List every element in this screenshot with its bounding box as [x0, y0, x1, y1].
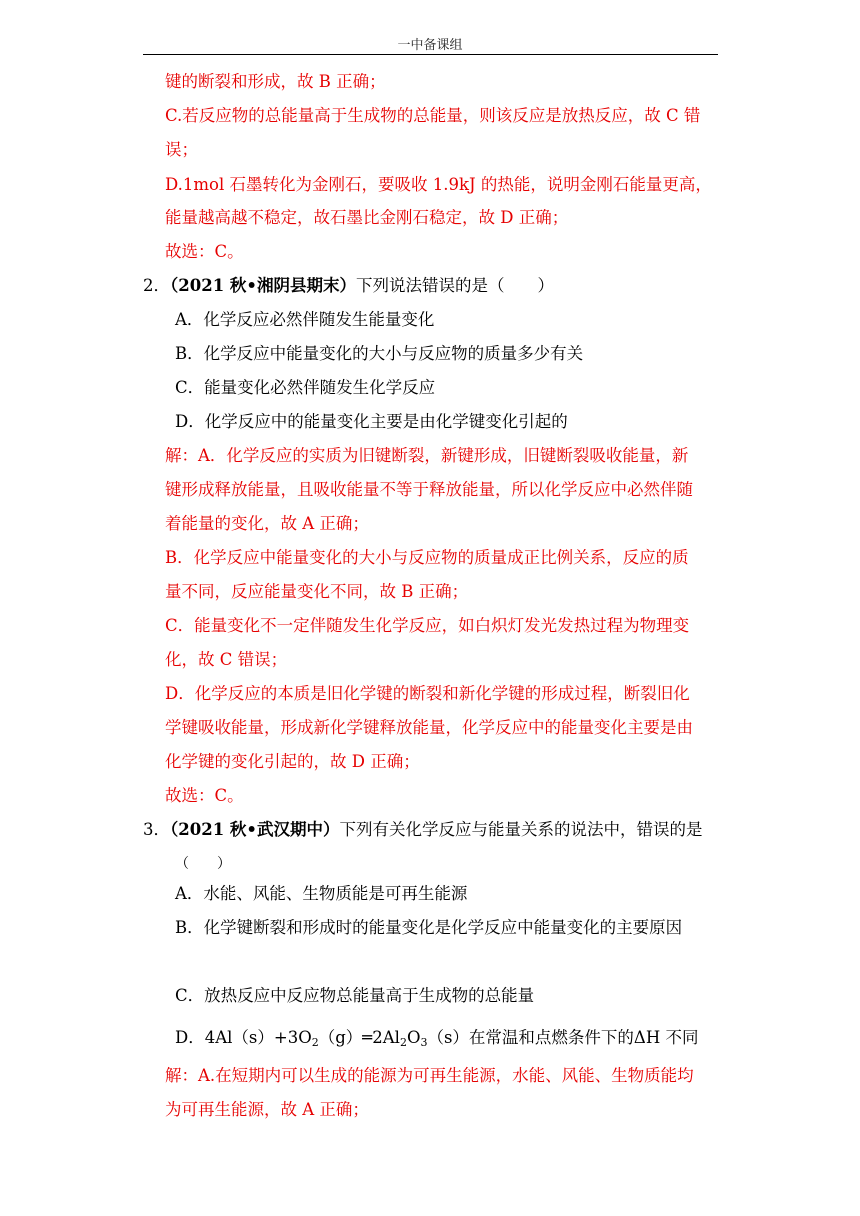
solution-line: 故选：C。 [165, 786, 244, 805]
text-line: C.若反应物的总能量高于生成物的总能量，则该反应是放热反应，故 C 错 [165, 106, 701, 125]
solution-line: 化学键的变化引起的，故 D 正确； [165, 752, 420, 771]
question-source: （2021 秋•湘阴县期末） [170, 276, 356, 295]
option-a: A．水能、风能、生物质能是可再生能源 [175, 884, 468, 903]
solution-line: 解：A．化学反应的实质为旧键断裂，新键形成，旧键断裂吸收能量，新 [165, 446, 689, 465]
option-b: B．化学键断裂和形成时的能量变化是化学反应中能量变化的主要原因 [175, 918, 683, 937]
solution-line: B．化学反应中能量变化的大小与反应物的质量成正比例关系，反应的质 [165, 548, 689, 567]
text-line: D.1mol 石墨转化为金刚石，要吸收 1.9kJ 的热能，说明金刚石能量更高， [165, 175, 712, 194]
question-stem: 下列有关化学反应与能量关系的说法中，错误的是 [339, 820, 703, 839]
question-source: （2021 秋•武汉期中） [170, 820, 340, 839]
answer-parentheses: （ ） [175, 856, 231, 872]
solution-line: 学键吸收能量，形成新化学键释放能量，化学反应中的能量变化主要是由 [165, 718, 693, 737]
page-header: 一中备课组 [397, 38, 463, 53]
solution-line: 化，故 C 错误； [165, 650, 288, 669]
question-number: 3． [143, 820, 170, 839]
subscript: 2 [399, 1036, 407, 1049]
question-number: 2． [143, 276, 170, 295]
formula-part: （g）═2Al [318, 1028, 400, 1047]
option-a: A．化学反应必然伴随发生能量变化 [175, 310, 435, 329]
text-line: 能量越高越不稳定，故石墨比金刚石稳定，故 D 正确； [165, 208, 569, 227]
solution-line: 解：A.在短期内可以生成的能源为可再生能源，水能、风能、生物质能均 [165, 1066, 694, 1085]
solution-line: D．化学反应的本质是旧化学键的断裂和新化学键的形成过程，断裂旧化 [165, 684, 690, 703]
subscript: 2 [311, 1036, 319, 1049]
formula-part: （s）在常温和点燃条件下的ΔH 不同 [427, 1028, 699, 1047]
subscript: 3 [420, 1036, 428, 1049]
option-c: C．能量变化必然伴随发生化学反应 [175, 378, 436, 397]
text-line: 键的断裂和形成，故 B 正确； [165, 72, 386, 91]
text-line: 误； [165, 140, 198, 159]
option-c: C．放热反应中反应物总能量高于生成物的总能量 [175, 986, 535, 1005]
question-3 [143, 819, 702, 841]
question-stem: 下列说法错误的是（ ） [355, 276, 554, 295]
text-line: 故选：C。 [165, 242, 244, 261]
formula-part: O [406, 1028, 421, 1047]
option-b: B．化学反应中能量变化的大小与反应物的质量多少有关 [175, 344, 584, 363]
formula-part: D．4Al（s）+3O [175, 1028, 312, 1047]
header-divider [143, 54, 718, 55]
option-d [175, 1027, 699, 1049]
solution-line: 着能量的变化，故 A 正确； [165, 514, 369, 533]
solution-line: 键形成释放能量，且吸收能量不等于释放能量，所以化学反应中必然伴随 [165, 480, 693, 499]
solution-line: 为可再生能源，故 A 正确； [165, 1100, 369, 1119]
solution-line: 量不同，反应能量变化不同，故 B 正确； [165, 582, 469, 601]
solution-line: C．能量变化不一定伴随发生化学反应，如白炽灯发光发热过程为物理变 [165, 616, 690, 635]
question-2 [143, 275, 554, 297]
option-d: D．化学反应中的能量变化主要是由化学键变化引起的 [175, 412, 568, 431]
